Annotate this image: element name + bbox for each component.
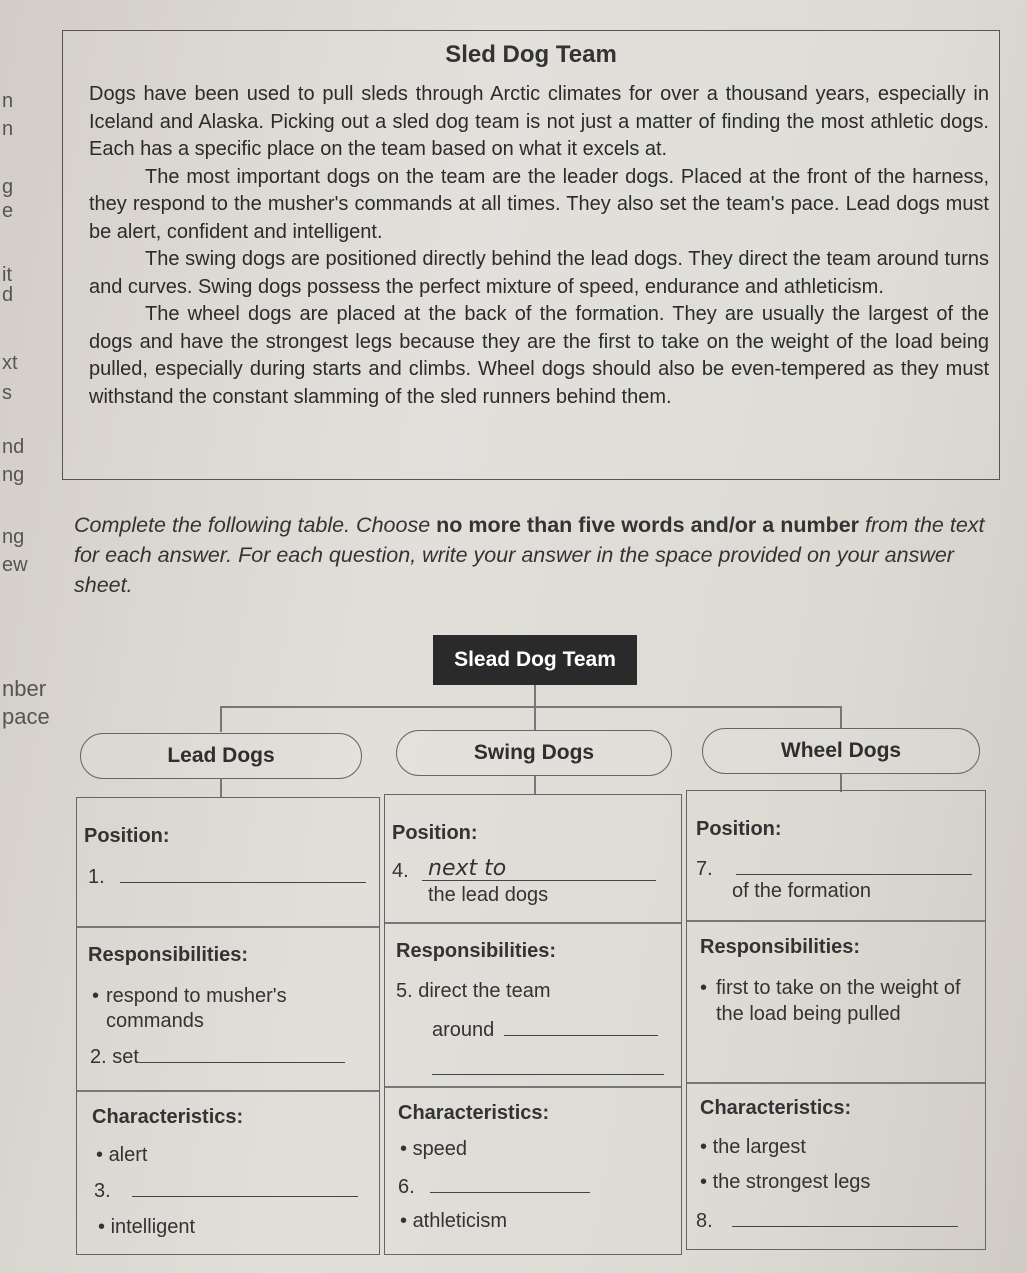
connector-line bbox=[220, 779, 222, 797]
connector-line bbox=[534, 776, 536, 794]
bullet-text: the strongest legs bbox=[712, 1171, 871, 1193]
margin-fragment: ng bbox=[2, 526, 25, 548]
wheel-characteristic: • the strongest legs bbox=[700, 1171, 871, 1193]
question-number: 6. bbox=[398, 1176, 415, 1198]
question-2 bbox=[90, 1046, 370, 1069]
row-divider bbox=[385, 1086, 681, 1088]
wheel-characteristics-label: Characteristics: bbox=[700, 1097, 852, 1119]
bullet-text: the largest bbox=[712, 1136, 806, 1158]
lead-dogs-header: Lead Dogs bbox=[80, 733, 362, 779]
lead-characteristic: • alert bbox=[96, 1144, 148, 1166]
swing-responsibilities-label: Responsibilities: bbox=[396, 940, 557, 962]
instructions-text: from the text for each answer. For each question, write your answer in the space provided on your answer sheet. bbox=[74, 513, 985, 597]
swing-dogs-header: Swing Dogs bbox=[396, 730, 672, 776]
answer-blank-6[interactable] bbox=[430, 1192, 590, 1193]
lead-responsibilities-label: Responsibilities: bbox=[88, 944, 249, 966]
passage-paragraph: The most important dogs on the team are the leader dogs. Placed at the front of the harness, they respond to the musher's commands at all times. They also set the team's pace. Lead dogs must be alert, confident and intelligent. bbox=[89, 165, 989, 243]
margin-fragment: e bbox=[2, 200, 14, 222]
row-divider bbox=[687, 1082, 985, 1084]
answer-blank-1[interactable] bbox=[120, 882, 366, 883]
bullet-text: athleticism bbox=[412, 1210, 508, 1232]
task-instructions bbox=[74, 510, 992, 600]
lead-characteristics-label: Characteristics: bbox=[92, 1106, 244, 1128]
question-number: 8. bbox=[696, 1210, 713, 1232]
connector-line bbox=[220, 706, 842, 708]
lead-responsibility-bullet bbox=[92, 984, 352, 1034]
row-divider bbox=[687, 920, 985, 922]
instructions-text: Complete the following table. Choose bbox=[74, 513, 437, 537]
question-6 bbox=[398, 1176, 678, 1199]
question-number: 4. bbox=[392, 860, 409, 882]
passage-paragraph: Dogs have been used to pull sleds through Arctic climates for over a thousand years, especially in Iceland and Alaska. Picking out a sled dog team is not just a matter of finding the most athletic dogs. Each has a specific place on the team based on what it excels at. bbox=[89, 83, 989, 160]
lead-position-label: Position: bbox=[84, 825, 170, 847]
handwritten-answer-4: next to bbox=[428, 856, 507, 881]
margin-fragment: nd bbox=[2, 436, 25, 458]
reading-passage bbox=[62, 30, 1000, 480]
bullet-dot: • bbox=[92, 985, 100, 1007]
question-3 bbox=[94, 1180, 374, 1203]
answer-blank-3[interactable] bbox=[132, 1196, 358, 1197]
passage-body bbox=[89, 81, 989, 411]
question-text: 2. set bbox=[90, 1046, 139, 1068]
swing-position-text: the lead dogs bbox=[428, 884, 549, 906]
wheel-position-text: of the formation bbox=[732, 880, 871, 902]
connector-line bbox=[534, 706, 536, 730]
margin-fragment: n bbox=[2, 118, 14, 140]
passage-paragraph: The swing dogs are positioned directly behind the lead dogs. They direct the team around turns and curves. Swing dogs possess the perfect mixture of speed, endurance and athleticism. bbox=[89, 248, 989, 298]
question-1 bbox=[88, 866, 368, 889]
connector-line bbox=[220, 706, 222, 732]
answer-blank-8[interactable] bbox=[732, 1226, 958, 1227]
margin-fragment: d bbox=[2, 284, 14, 306]
passage-title: Sled Dog Team bbox=[445, 41, 617, 68]
question-number: 3. bbox=[94, 1180, 111, 1202]
passage-paragraph: The wheel dogs are placed at the back of the formation. They are usually the largest of the dogs and have the strongest legs because they are the first to take on the weight of the load being pulled, especially during starts and climbs. Wheel dogs should also be even-tempered as they must withstand the constant slamming of the sled runners behind them. bbox=[89, 303, 989, 408]
margin-fragment: ew bbox=[2, 554, 28, 576]
bullet-text: alert bbox=[108, 1144, 148, 1166]
instructions-emphasis: no more than five words and/or a number bbox=[436, 513, 860, 537]
row-divider bbox=[385, 922, 681, 924]
margin-fragment: n bbox=[2, 90, 14, 112]
swing-characteristic: • speed bbox=[400, 1138, 468, 1160]
bullet-text: intelligent bbox=[110, 1216, 196, 1238]
bullet-text: speed bbox=[412, 1138, 468, 1160]
swing-characteristics-label: Characteristics: bbox=[398, 1102, 550, 1124]
answer-blank-5b[interactable] bbox=[432, 1054, 664, 1075]
question-4 bbox=[392, 856, 672, 886]
question-number: 7. bbox=[696, 858, 713, 880]
wheel-position-label: Position: bbox=[696, 818, 782, 840]
wheel-dogs-header: Wheel Dogs bbox=[702, 728, 980, 774]
wheel-characteristic: • the largest bbox=[700, 1136, 806, 1158]
question-7 bbox=[696, 858, 976, 881]
question-5-continued bbox=[432, 1019, 672, 1042]
bullet-text: first to take on the weight of the load being pulled bbox=[716, 977, 961, 1025]
wheel-responsibilities-label: Responsibilities: bbox=[700, 936, 861, 958]
answer-blank-7[interactable] bbox=[736, 874, 972, 875]
wheel-responsibility-bullet bbox=[700, 975, 966, 1027]
question-text: around bbox=[432, 1019, 495, 1041]
margin-fragment: pace bbox=[2, 704, 50, 729]
bullet-text: respond to musher's commands bbox=[106, 985, 287, 1032]
margin-fragment: s bbox=[2, 382, 12, 404]
connector-line bbox=[534, 685, 536, 707]
question-number: 1. bbox=[88, 866, 105, 888]
swing-characteristic: • athleticism bbox=[400, 1210, 508, 1232]
chart-title: Slead Dog Team bbox=[433, 635, 637, 685]
answer-blank-2[interactable] bbox=[139, 1062, 345, 1063]
answer-blank-5a[interactable] bbox=[504, 1035, 658, 1036]
connector-line bbox=[840, 706, 842, 728]
row-divider bbox=[77, 926, 379, 928]
lead-characteristic: • intelligent bbox=[98, 1216, 196, 1238]
margin-fragment: ng bbox=[2, 464, 25, 486]
margin-fragment: g bbox=[2, 176, 14, 198]
margin-fragment: nber bbox=[2, 676, 47, 701]
margin-fragment: it bbox=[2, 264, 12, 286]
row-divider bbox=[77, 1090, 379, 1092]
question-5: 5. direct the team bbox=[396, 980, 551, 1002]
margin-fragment: xt bbox=[2, 352, 18, 374]
question-8 bbox=[696, 1210, 976, 1233]
swing-position-label: Position: bbox=[392, 822, 478, 844]
bullet-dot: • bbox=[700, 977, 708, 999]
